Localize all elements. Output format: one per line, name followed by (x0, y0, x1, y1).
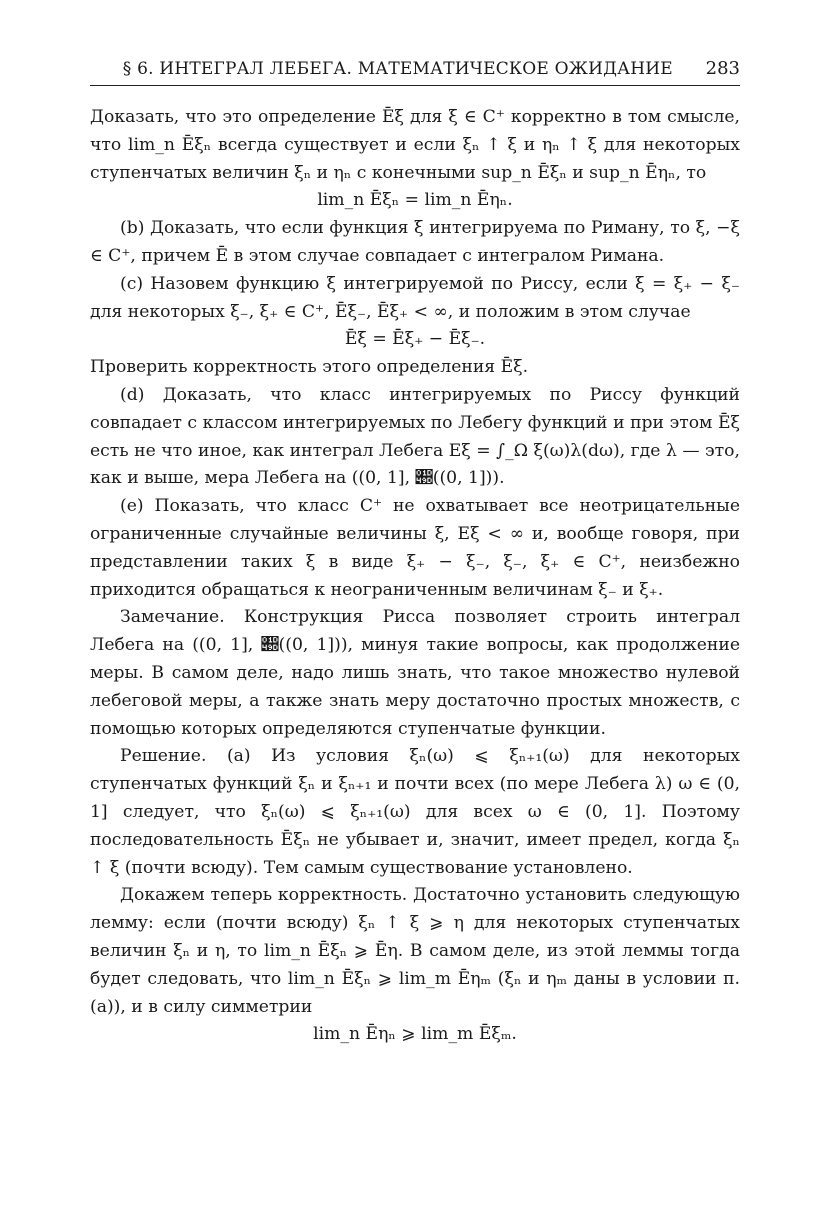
page-number: 283 (705, 58, 740, 79)
display-formula: Ēξ = Ēξ₊ − Ēξ₋. (344, 329, 486, 350)
header-title: § 6. ИНТЕГРАЛ ЛЕБЕГА. МАТЕМАТИЧЕСКОЕ ОЖИДАНИЕ (122, 59, 673, 79)
paragraph: Докажем теперь корректность. Достаточно установить следующую лемму: если (почти всюду) ξₙ ↑ ξ ⩾ η для некоторых ступенчатых величин ξₙ и η, то lim_n Ēξₙ ⩾ Ēη. В самом деле, из этой леммы тогда будет следовать, что lim_n Ēξₙ ⩾ lim_m Ēηₘ (ξₙ и ηₘ даны в условии п. (a)), и в силу симметрии (90, 885, 740, 1017)
paragraph: (d) Доказать, что класс интегрируемых по Риссу функций совпадает с классом интегрируемых по Лебегу функций и при этом Ēξ есть не что иное, как интеграл Лебега Eξ = ∫_Ω ξ(ω)λ(dω), где λ — это, как и выше, мера Лебега на ((0, 1], 𝒝((0, 1])). (90, 384, 740, 489)
page (90, 58, 740, 1049)
paragraph: Доказать, что это определение Ēξ для ξ ∈ C⁺ корректно в том смысле, что lim_n Ēξₙ всегда существует и если ξₙ ↑ ξ и ηₙ ↑ ξ для некоторых ступенчатых величин ξₙ и ηₙ с конечными sup_n Ēξₙ и sup_n Ēηₙ, то (90, 107, 740, 183)
paragraph: (b) Доказать, что если функция ξ интегрируема по Риману, то ξ, −ξ ∈ C⁺, причем Ē в этом случае совпадает с интегралом Римана. (90, 218, 740, 266)
display-formula: lim_n Ēηₙ ⩾ lim_m Ēξₘ. (313, 1024, 517, 1045)
paragraph: (c) Назовем функцию ξ интегрируемой по Риссу, если ξ = ξ₊ − ξ₋ для некоторых ξ₋, ξ₊ ∈ C⁺, Ēξ₋, Ēξ₊ < ∞, и положим в этом случае (90, 273, 740, 322)
remark-paragraph: Замечание. Конструкция Рисса позволяет строить интеграл Лебега на ((0, 1], 𝒝((0, 1])), минуя такие вопросы, как продолжение меры. В самом деле, надо лишь знать, что такое множество нулевой лебеговой меры, а также знать меру достаточно простых множеств, с помощью которых определяются ступенчатые функции. (90, 607, 740, 739)
running-header (90, 58, 740, 86)
solution-paragraph: Решение. (a) Из условия ξₙ(ω) ⩽ ξₙ₊₁(ω) для некоторых ступенчатых функций ξₙ и ξₙ₊₁ и почти всех (по мере Лебега λ) ω ∈ (0, 1] следует, что ξₙ(ω) ⩽ ξₙ₊₁(ω) для всех ω ∈ (0, 1]. Поэтому последовательность Ēξₙ не убывает и, значит, имеет предел, когда ξₙ ↑ ξ (почти всюду). Тем самым существование установлено. (90, 746, 740, 878)
page-body (90, 104, 740, 1049)
paragraph: (e) Показать, что класс C⁺ не охватывает все неотрицательные ограниченные случайные величины ξ, Eξ < ∞ и, вообще говоря, при представлении таких ξ в виде ξ₊ − ξ₋, ξ₋, ξ₊ ∈ C⁺, неизбежно приходится обращаться к неограниченным величинам ξ₋ и ξ₊. (90, 496, 740, 600)
display-formula: lim_n Ēξₙ = lim_n Ēηₙ. (317, 190, 513, 211)
paragraph: Проверить корректность этого определения Ēξ. (90, 357, 529, 378)
